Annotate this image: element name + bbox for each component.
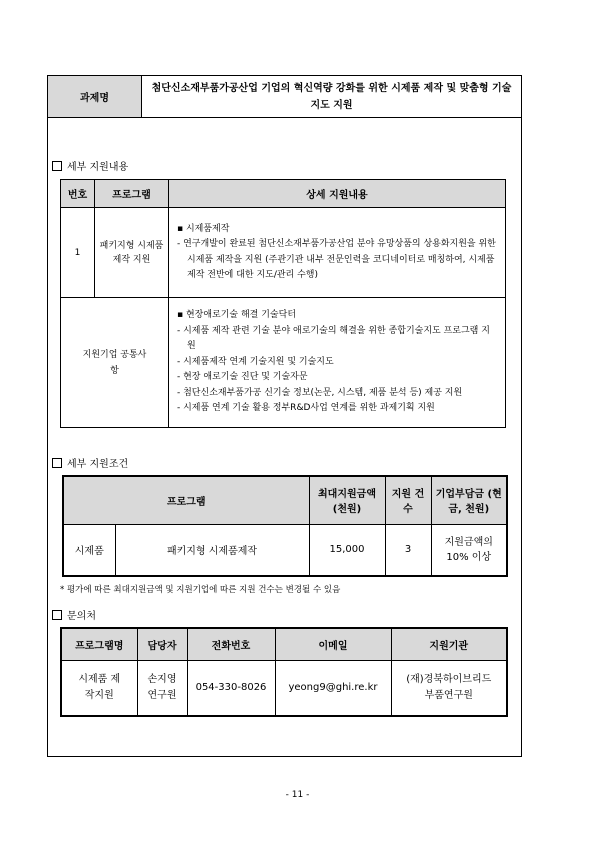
section-contact-heading [52, 607, 96, 622]
row1-program: 패키지형 시제품제작 지원 [95, 208, 169, 298]
square-bullet-icon [52, 161, 62, 171]
row2-bullet: ▪ 현장애로기술 해결 기술닥터 [177, 310, 297, 321]
section-support-conditions-heading [52, 455, 128, 470]
cond-burden: 지원금액의 10% 이상 [431, 524, 507, 576]
row2-item: - 첨단신소재부품가공 신기술 정보(논문, 시스템, 제품 분석 등) 제공 지원 [177, 387, 463, 398]
cond-max-amount: 15,000 [309, 524, 385, 576]
square-bullet-icon [52, 610, 62, 620]
contact-table [60, 627, 508, 717]
project-title-row [47, 75, 522, 118]
col-number: 번호 [61, 180, 95, 208]
section-contact-title: 문의처 [67, 611, 96, 622]
col-phone: 전화번호 [187, 628, 275, 660]
col-email: 이메일 [275, 628, 391, 660]
col-program: 프로그램 [63, 476, 309, 524]
row1-item: - 연구개발이 완료된 첨단신소재부품가공산업 분야 유망상품의 상용화지원을 위한 시제품 제작을 지원 (주관기관 내부 전문인력을 코디네이터로 매칭하여, 시제품 제작 전반에 대한 지도/관리 수행) [177, 239, 496, 280]
section-detail-support-heading [52, 158, 128, 173]
table-row [61, 298, 506, 428]
cond-count: 3 [385, 524, 431, 576]
contact-org: (재)경북하이브리드 부품연구원 [391, 660, 507, 716]
col-count: 지원 건수 [385, 476, 431, 524]
row1-detail [169, 208, 506, 298]
page-number: - 11 - [285, 790, 310, 800]
row2-item: - 시제품 연계 기술 활용 정부R&D사업 연계를 위한 과제기획 지원 [177, 403, 435, 414]
section-detail-support-title: 세부 지원내용 [67, 162, 129, 173]
cond-category: 시제품 [63, 524, 115, 576]
row2-item: - 시제품제작 연계 기술지원 및 기술지도 [177, 356, 334, 367]
conditions-note: * 평가에 따른 최대지원금액 및 지원기업에 따른 지원 건수는 변경될 수 있음 [60, 585, 341, 595]
cond-program: 패키지형 시제품제작 [115, 524, 309, 576]
row2-program: 지원기업 공통사항 [61, 298, 169, 428]
col-org: 지원기관 [391, 628, 507, 660]
row1-number: 1 [61, 208, 95, 298]
row2-item: - 현장 애로기술 진단 및 기술자문 [177, 372, 308, 383]
row2-item: - 시제품 제작 관련 기술 분야 애로기술의 해결을 위한 종합기술지도 프로그램 지원 [177, 325, 490, 352]
col-detail: 상세 지원내용 [169, 180, 506, 208]
contact-program: 시제품 제작지원 [61, 660, 137, 716]
support-conditions-table [62, 475, 508, 577]
section-support-conditions-title: 세부 지원조건 [67, 459, 129, 470]
contact-manager: 손지영 연구원 [137, 660, 187, 716]
col-program-name: 프로그램명 [61, 628, 137, 660]
col-program: 프로그램 [95, 180, 169, 208]
col-manager: 담당자 [137, 628, 187, 660]
contact-email[interactable]: yeong9@ghi.re.kr [275, 660, 391, 716]
project-title-label: 과제명 [48, 76, 142, 117]
col-max-amount: 최대지원금액 (천원) [309, 476, 385, 524]
row1-bullet: ▪ 시제품제작 [177, 223, 230, 234]
square-bullet-icon [52, 458, 62, 468]
detail-support-table [60, 179, 506, 428]
contact-phone: 054-330-8026 [187, 660, 275, 716]
project-title: 첨단신소재부품가공산업 기업의 혁신역량 강화를 위한 시제품 제작 및 맞춤형 기술지도 지원 [151, 82, 512, 111]
table-row [61, 660, 507, 716]
table-row [61, 208, 506, 298]
col-burden: 기업부담금 (현금, 천원) [431, 476, 507, 524]
table-row [63, 524, 507, 576]
row2-detail [169, 298, 506, 428]
